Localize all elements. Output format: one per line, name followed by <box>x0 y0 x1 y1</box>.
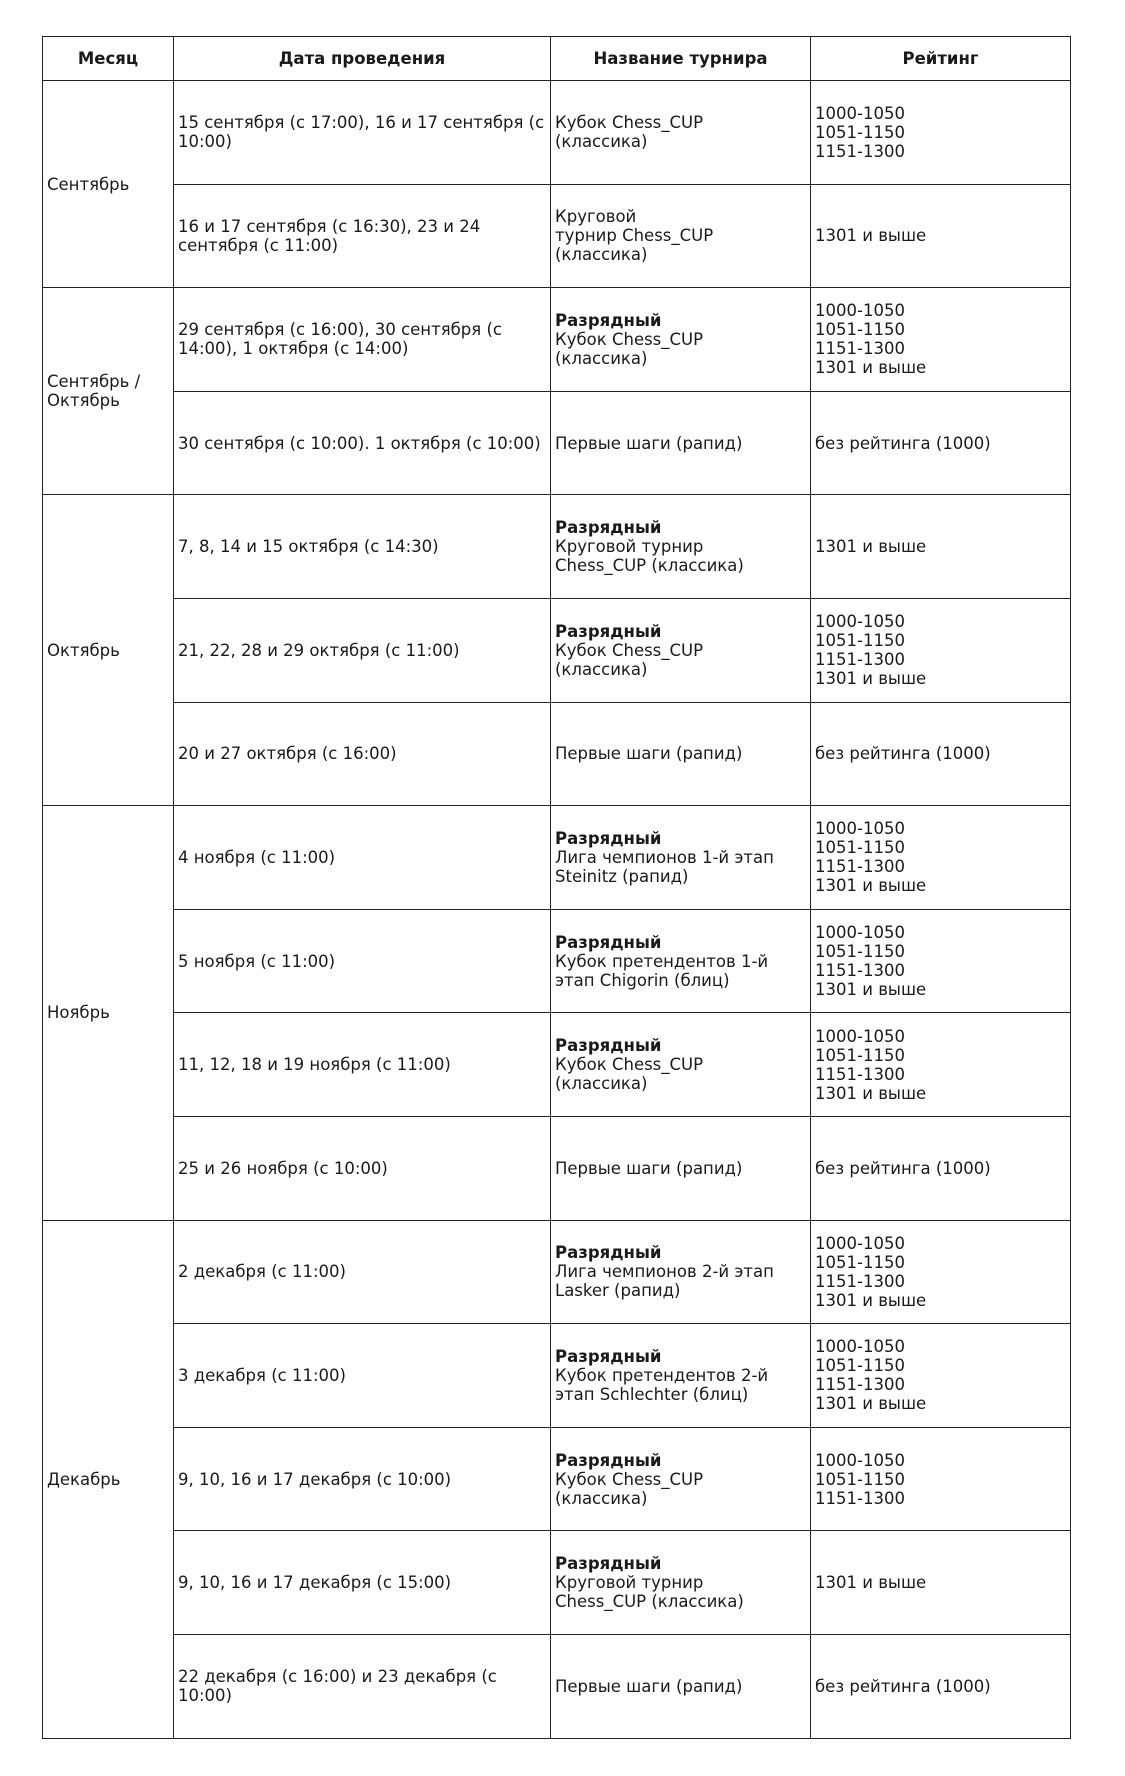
date-cell: 7, 8, 14 и 15 октября (с 14:30) <box>174 495 551 599</box>
rating-cell <box>811 702 1071 806</box>
qualification-label: Разрядный <box>555 1346 662 1366</box>
rating-line: без рейтинга (1000) <box>815 1158 991 1178</box>
tournament-name-line: Лига чемпионов 1-й этап <box>555 847 774 867</box>
rating-line: 1301 и выше <box>815 1573 927 1593</box>
date-cell: 30 сентября (с 10:00). 1 октября (с 10:00) <box>174 391 551 495</box>
date-cell: 5 ноября (с 11:00) <box>174 909 551 1013</box>
tournament-name-cell <box>551 1324 811 1428</box>
qualification-label: Разрядный <box>555 1554 662 1574</box>
table-row <box>43 1116 1071 1220</box>
qualification-label: Разрядный <box>555 1243 662 1263</box>
rating-line: 1151-1300 <box>815 1064 905 1084</box>
qualification-label: Разрядный <box>555 1450 662 1470</box>
rating-cell <box>811 1634 1071 1738</box>
rating-line: 1051-1150 <box>815 320 905 340</box>
rating-cell <box>811 1427 1071 1531</box>
rating-line: 1151-1300 <box>815 961 905 981</box>
rating-line: 1051-1150 <box>815 122 905 142</box>
rating-line: 1051-1150 <box>815 838 905 858</box>
rating-line: без рейтинга (1000) <box>815 744 991 764</box>
date-cell: 2 декабря (с 11:00) <box>174 1220 551 1324</box>
rating-line: 1051-1150 <box>815 631 905 651</box>
rating-line: 1151-1300 <box>815 339 905 359</box>
tournament-name-line: Первые шаги (рапид) <box>555 1676 743 1696</box>
tournament-name-line: Первые шаги (рапид) <box>555 744 743 764</box>
date-cell: 16 и 17 сентября (с 16:30), 23 и 24 сентября (с 11:00) <box>174 184 551 288</box>
tournament-name-line: Первые шаги (рапид) <box>555 1158 743 1178</box>
header-rating: Рейтинг <box>811 37 1071 81</box>
tournament-name-line: Круговой турнир <box>555 537 704 557</box>
tournament-schedule-table <box>42 36 1071 1739</box>
table-row <box>43 909 1071 1013</box>
month-cell: Ноябрь <box>43 806 174 1220</box>
date-cell: 4 ноября (с 11:00) <box>174 806 551 910</box>
rating-line: 1051-1150 <box>815 1356 905 1376</box>
rating-line: 1000-1050 <box>815 1450 905 1470</box>
month-cell: Сентябрь <box>43 81 174 288</box>
tournament-name-line: Кубок претендентов 1-й <box>555 951 769 971</box>
tournament-name-cell <box>551 391 811 495</box>
tournament-name-cell <box>551 1427 811 1531</box>
tournament-name-line: Кубок Chess_CUP <box>555 113 704 133</box>
month-cell: Сентябрь / Октябрь <box>43 288 174 495</box>
table-row <box>43 1013 1071 1117</box>
tournament-name-cell <box>551 81 811 185</box>
rating-line: 1151-1300 <box>815 1488 905 1508</box>
qualification-label: Разрядный <box>555 310 662 330</box>
table-body <box>43 81 1071 1739</box>
table-row <box>43 81 1071 185</box>
tournament-name-cell <box>551 1116 811 1220</box>
rating-line: 1000-1050 <box>815 819 905 839</box>
date-cell: 25 и 26 ноября (с 10:00) <box>174 1116 551 1220</box>
rating-line: 1301 и выше <box>815 669 927 689</box>
table-row <box>43 1531 1071 1635</box>
table-row <box>43 1220 1071 1324</box>
tournament-name-line: Кубок претендентов 2-й <box>555 1365 769 1385</box>
rating-cell <box>811 81 1071 185</box>
rating-line: 1301 и выше <box>815 1290 927 1310</box>
tournament-name-line: (классика) <box>555 1488 648 1508</box>
date-cell: 20 и 27 октября (с 16:00) <box>174 702 551 806</box>
rating-line: 1000-1050 <box>815 923 905 943</box>
rating-line: 1151-1300 <box>815 1375 905 1395</box>
tournament-name-line: Chess_CUP (классика) <box>555 556 744 576</box>
month-cell: Октябрь <box>43 495 174 806</box>
table-header <box>43 37 1071 81</box>
tournament-name-cell <box>551 1531 811 1635</box>
qualification-label: Разрядный <box>555 518 662 538</box>
rating-line: 1151-1300 <box>815 1271 905 1291</box>
date-cell: 3 декабря (с 11:00) <box>174 1324 551 1428</box>
tournament-name-line: (классика) <box>555 245 648 265</box>
qualification-label: Разрядный <box>555 932 662 952</box>
rating-line: 1000-1050 <box>815 612 905 632</box>
rating-line: 1301 и выше <box>815 226 927 246</box>
tournament-name-line: Первые шаги (рапид) <box>555 433 743 453</box>
date-cell: 22 декабря (с 16:00) и 23 декабря (с 10:00) <box>174 1634 551 1738</box>
rating-line: 1151-1300 <box>815 141 905 161</box>
qualification-label: Разрядный <box>555 828 662 848</box>
rating-cell <box>811 391 1071 495</box>
rating-line: 1301 и выше <box>815 358 927 378</box>
rating-line: 1301 и выше <box>815 980 927 1000</box>
table-row <box>43 495 1071 599</box>
rating-line: 1151-1300 <box>815 650 905 670</box>
tournament-name-cell <box>551 1634 811 1738</box>
table-row <box>43 288 1071 392</box>
tournament-name-line: (классика) <box>555 1074 648 1094</box>
header-date: Дата проведения <box>174 37 551 81</box>
date-cell: 11, 12, 18 и 19 ноября (с 11:00) <box>174 1013 551 1117</box>
tournament-name-cell <box>551 1013 811 1117</box>
rating-cell <box>811 495 1071 599</box>
rating-line: 1000-1050 <box>815 301 905 321</box>
tournament-name-line: Кубок Chess_CUP <box>555 640 704 660</box>
tournament-name-line: Кубок Chess_CUP <box>555 1055 704 1075</box>
tournament-name-line: Круговой турнир <box>555 1573 704 1593</box>
table-row <box>43 1427 1071 1531</box>
header-month: Месяц <box>43 37 174 81</box>
rating-line: 1051-1150 <box>815 1252 905 1272</box>
rating-cell <box>811 1013 1071 1117</box>
rating-line: 1301 и выше <box>815 1083 927 1103</box>
date-cell: 29 сентября (с 16:00), 30 сентября (с 14:00), 1 октября (с 14:00) <box>174 288 551 392</box>
rating-cell <box>811 1324 1071 1428</box>
tournament-name-line: этап Chigorin (блиц) <box>555 970 730 990</box>
header-tournament-name: Название турнира <box>551 37 811 81</box>
rating-cell <box>811 909 1071 1013</box>
tournament-name-line: (классика) <box>555 132 648 152</box>
date-cell: 9, 10, 16 и 17 декабря (с 15:00) <box>174 1531 551 1635</box>
tournament-name-line: этап Schlechter (блиц) <box>555 1384 749 1404</box>
rating-line: 1301 и выше <box>815 1394 927 1414</box>
table-row <box>43 184 1071 288</box>
rating-line: 1000-1050 <box>815 1233 905 1253</box>
rating-line: без рейтинга (1000) <box>815 1676 991 1696</box>
tournament-name-cell <box>551 909 811 1013</box>
rating-cell <box>811 806 1071 910</box>
rating-cell <box>811 288 1071 392</box>
tournament-name-line: турнир Chess_CUP <box>555 226 714 246</box>
tournament-name-line: Кубок Chess_CUP <box>555 329 704 349</box>
tournament-name-line: Кубок Chess_CUP <box>555 1469 704 1489</box>
table-row <box>43 1324 1071 1428</box>
rating-cell <box>811 1531 1071 1635</box>
rating-cell <box>811 184 1071 288</box>
rating-line: 1051-1150 <box>815 942 905 962</box>
tournament-name-line: Лига чемпионов 2-й этап <box>555 1262 774 1282</box>
table-row <box>43 702 1071 806</box>
tournament-name-cell <box>551 288 811 392</box>
rating-line: 1151-1300 <box>815 857 905 877</box>
rating-line: 1000-1050 <box>815 103 905 123</box>
rating-line: 1301 и выше <box>815 876 927 896</box>
tournament-name-cell <box>551 598 811 702</box>
table-row <box>43 391 1071 495</box>
month-cell: Декабрь <box>43 1220 174 1738</box>
qualification-label: Разрядный <box>555 621 662 641</box>
tournament-name-line: (классика) <box>555 348 648 368</box>
qualification-label: Разрядный <box>555 1036 662 1056</box>
tournament-name-cell <box>551 1220 811 1324</box>
tournament-name-cell <box>551 806 811 910</box>
rating-cell <box>811 598 1071 702</box>
table-row <box>43 598 1071 702</box>
date-cell: 15 сентября (с 17:00), 16 и 17 сентября (с 10:00) <box>174 81 551 185</box>
rating-line: 1051-1150 <box>815 1469 905 1489</box>
rating-line: 1051-1150 <box>815 1045 905 1065</box>
rating-cell <box>811 1116 1071 1220</box>
rating-cell <box>811 1220 1071 1324</box>
header-row <box>43 37 1071 81</box>
table-row <box>43 1634 1071 1738</box>
tournament-name-cell <box>551 495 811 599</box>
rating-line: без рейтинга (1000) <box>815 433 991 453</box>
table-row <box>43 806 1071 910</box>
tournament-name-line: Steinitz (рапид) <box>555 866 689 886</box>
tournament-name-cell <box>551 702 811 806</box>
rating-line: 1000-1050 <box>815 1026 905 1046</box>
tournament-name-line: Круговой <box>555 207 637 227</box>
tournament-name-line: (классика) <box>555 659 648 679</box>
date-cell: 21, 22, 28 и 29 октября (с 11:00) <box>174 598 551 702</box>
tournament-name-line: Chess_CUP (классика) <box>555 1592 744 1612</box>
rating-line: 1000-1050 <box>815 1337 905 1357</box>
tournament-name-cell <box>551 184 811 288</box>
tournament-name-line: Lasker (рапид) <box>555 1281 681 1301</box>
date-cell: 9, 10, 16 и 17 декабря (с 10:00) <box>174 1427 551 1531</box>
rating-line: 1301 и выше <box>815 537 927 557</box>
